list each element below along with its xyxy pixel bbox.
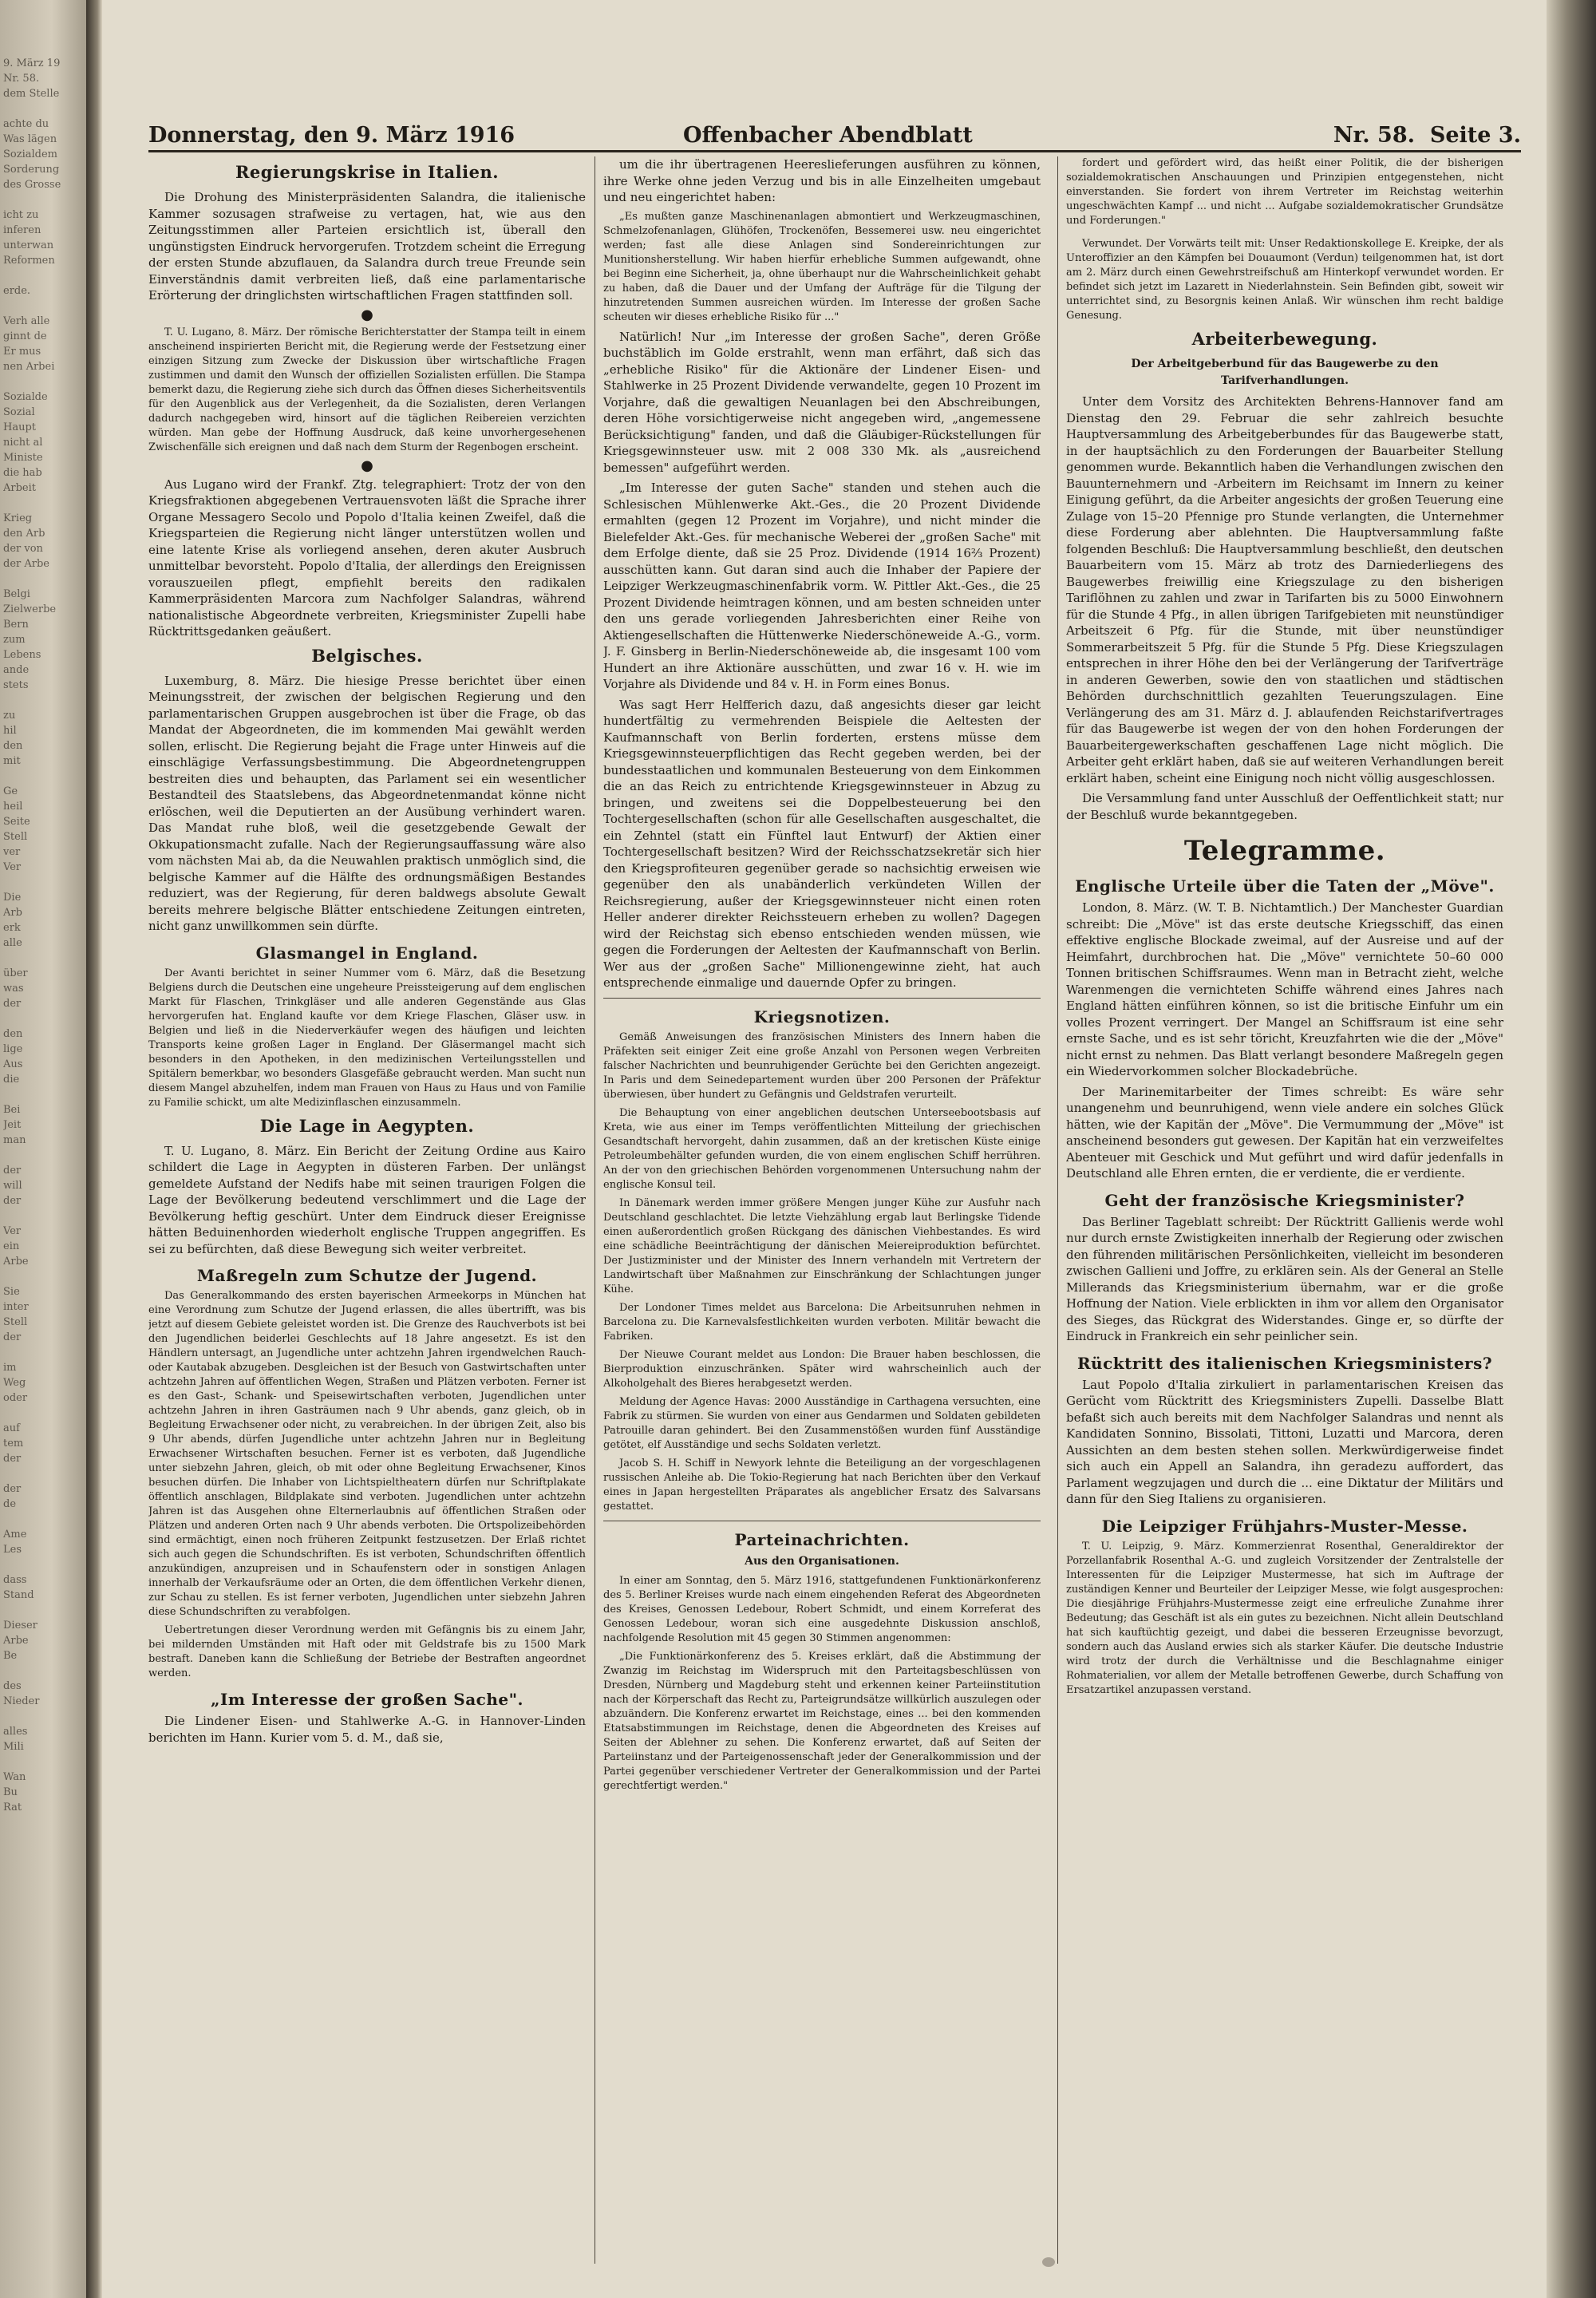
adjacent-page-line: den bbox=[3, 1028, 23, 1040]
article-paragraph: Der Marinemitarbeiter der Times schreibt: Es wäre sehr unangenehm und beunruhigend, wenn viele andere ein solches Glück hätten, wie der Kapitän der „Möve". Die Vermummung der „Möve" ist anscheinend besonders gut gewesen. Der Kapitän hat ein verzweifeltes Abenteuer mit Geschick und Mut geführt und wird dafür jedenfalls in Deutschland alle Ehren ernten, die er verdiente, die er verdiente. bbox=[1066, 1084, 1503, 1181]
article-paragraph: „Im Interesse der guten Sache" standen und stehen auch die Schlesischen Mühlenwerke Akt.-Ges., die 20 Prozent Dividende ermahlten (gegen 12 Prozent im Vorjahre), und nicht minder die Bielefelder Akt.-Ges. für mechanische Weberei der „großen Sache" mit dem Erfolge diente, daß sie 25 Proz. Dividende (1914 16⅔ Prozent) ausschütten kann. Gut daran sind auch die Inhaber der Papiere der Leipziger Werkzeugmaschinenfabrik vorm. W. Pittler Akt.-Ges., die 25 Prozent Dividende heimtragen können, und am besten schneiden unter den uns gerade vorliegenden Jahresberichten einer Reihe von Aktiengesellschaften die Hüttenwerke Niederschöneweide A.-G., vorm. J. F. Ginsberg in Berlin-Niederschöneweide ab, die insgesamt 100 vom Hundert an ihre Aktionäre ausschütten, und zwar 16 v. H. wie im Vorjahre als Dividende und 84 v. H. in Form eines Bonus. bbox=[603, 481, 1041, 691]
article-paragraph: um die ihr übertragenen Heereslieferungen ausführen zu können, ihre Werke ohne jeden Verzug und bis in alle Einzelheiten umgebaut und neu eingerichtet haben: bbox=[603, 157, 1041, 204]
header-date: Donnerstag, den 9. März 1916 bbox=[148, 123, 516, 148]
article-paragraph: Das Berliner Tageblatt schreibt: Der Rücktritt Gallienis werde wohl nur durch ernste Zwistigkeiten innerhalb der Regierung oder zwischen den führenden militärischen Persönlichkeiten, vielleicht im besonderen zwischen Gallieni und Joffre, zu erklären sein. Als der General an Stelle Millerands das Kriegsministerium übernahm, war er die große Hoffnung der Nation. Viele erblickten in ihm vor allem den Organisator des Sieges, das Rückgrat des Widerstandes. Ginge er, so dürfte der Eindruck in Frankreich ein sehr peinlicher sein. bbox=[1066, 1214, 1503, 1343]
adjacent-page-line: heil bbox=[3, 801, 23, 813]
adjacent-page-line: Jeit bbox=[3, 1119, 22, 1131]
adjacent-page-line: über bbox=[3, 967, 28, 979]
adjacent-page-line: Bern bbox=[3, 619, 29, 631]
article-paragraph: „Die Funktionärkonferenz des 5. Kreises erklärt, daß die Abstimmung der Zwanzig im Reichstag im Widerspruch mit den Parteitagsbeschlüssen von Dresden, Nürnberg und Magdeburg steht und erkennen keiner Parteiinstitution nach der Körperschaft das Recht zu, Parteigrundsätze willkürlich auszulegen oder abzuändern. Die Konferenz erwartet im Reichstage, eines ... bei den kommenden Etatsabstimmungen im Reichstage, denen die Abgeordneten des Kreises auf Seiten der Ablehner zu sehen. Die Konferenz erwartet, daß auf Seiten der Parteiinstanz und der Parteigenossenschaft jeder der Generalkommission und der Partei gegenüber verschiedener Vertreter der Generalkommission und der Partei gerechtfertigt werden." bbox=[603, 1651, 1041, 1792]
adjacent-page-line bbox=[3, 374, 80, 390]
adjacent-page-line: Sozialdem bbox=[3, 148, 57, 160]
adjacent-page-line: der bbox=[3, 1165, 22, 1177]
adjacent-page-line bbox=[3, 101, 80, 117]
article-paragraph: Aus Lugano wird der Frankf. Ztg. telegraphiert: Trotz der von den Kriegsfraktionen abgegebenen Vertrauensvoten läßt die Sprache ihrer Organe Messagero Secolo und Popolo d'Italia keinen Zweifel, daß die Kriegsparteien die Regierung nicht länger unterstützen wollen und eine latente Krise als vorliegend ansehen, deren akuter Ausbruch unmittelbar bevorsteht. Popolo d'Italia, der allerdings den Ereignissen vorauszueilen pflegt, empfiehlt bereits den radikalen Kammerpräsidenten Marcora zum Nachfolger Salandras, während nationalistische Abgeordnete verbreiten, Kriegsminister Zupelli habe Rücktrittsgedanken geäußert. bbox=[148, 477, 586, 639]
adjacent-page-line: Bei bbox=[3, 1104, 21, 1116]
adjacent-page-line: Sozialde bbox=[3, 391, 48, 403]
adjacent-page-line: man bbox=[3, 1134, 26, 1146]
column-1 bbox=[148, 156, 586, 2264]
article-paragraph: Gemäß Anweisungen des französischen Ministers des Innern haben die Präfekten seit einiger Zeit eine große Anzahl von Personen wegen Verbreiten falscher Nachrichten und beunruhigender Gerüchte bei den Gerichten angezeigt. In Paris und dem Seinedepartement wurden über 200 Personen der Präfektur überwiesen, über hundert zu Gefängnis und Geldstrafen verurteilt. bbox=[603, 1030, 1041, 1101]
article-paragraph: Die Behauptung von einer angeblichen deutschen Unterseebootsbasis auf Kreta, wie aus einer im Temps veröffentlichten Mitteilung der griechischen Gesandtschaft hervorgeht, dahin zusammen, daß an der kretischen Küste einige Petroleumbehälter gefunden wurden, die von einem englischen Schiff herrühren. An der von den griechischen Behörden vorgenommenen Untersuchung nahm der englische Konsul teil. bbox=[603, 1106, 1041, 1191]
subheadline-employers-federation: Der Arbeitgeberbund für das Baugewerbe zu den Tarifverhandlungen. bbox=[1131, 358, 1439, 387]
subheadline-organisations: Aus den Organisationen. bbox=[745, 1554, 899, 1568]
section-rule bbox=[603, 998, 1041, 999]
adjacent-page-line: Stand bbox=[3, 1589, 34, 1601]
headline-war-notes: Kriegsnotizen. bbox=[753, 1007, 891, 1026]
article-quote: „Es mußten ganze Maschinenanlagen abmontiert und Werkzeugmaschinen, Schmelzofenanlagen, Glühöfen, Trockenöfen, Bessemerei usw. neu eingerichtet werden; fast alle diese Anlagen sind Sondereinrichtungen zur Munitionsherstellung. Wir haben hierfür erhebliche Summen aufgewandt, ohne bei Beginn eine Sicherheit, ja, ohne überhaupt nur die Wahrscheinlichkeit gehabt zu haben, daß die Dauer und der Umfang der Aufträge für die Tilgung der hinzutretenden Summen ausreichen würden. Im Interesse der großen Sache scheuten wir dieses erhebliche Risiko für ..." bbox=[603, 210, 1041, 323]
header-page: Seite 3. bbox=[1429, 123, 1521, 148]
adjacent-page-line: Dieser bbox=[3, 1620, 38, 1632]
adjacent-page-line: der bbox=[3, 1453, 22, 1465]
adjacent-page-line: Sie bbox=[3, 1286, 20, 1298]
article-paragraph: Meldung der Agence Havas: 2000 Ausständige in Carthagena versuchten, eine Fabrik zu stürmen. Sie wurden von einer aus Gendarmen und Soldaten gebildeten Patrouille daran gehindert. Bei den Zusammenstößen wurden fünf Ausständige getötet, elf Ausständige und sechs Soldaten verletzt. bbox=[603, 1395, 1041, 1451]
article-paragraph: Was sagt Herr Helfferich dazu, daß angesichts dieser gar leicht hundertfältig zu vermehrenden Beispiele die Aeltesten der Kaufmannschaft von Berlin forderten, erstens müsse dem Kriegsgewinnsteuerpflichtigen das Recht gegeben werden, bei der bundesstaatlichen und kommunalen Besteuerung von dem Einkommen die an das Reich zu entrichtende Kriegsgewinnsteuer in Abzug zu bringen, und zweitens sei die Doppelbesteuerung bei den Tochtergesellschaften (schon für alle Gesellschaften ausgeschaltet, die ein Zehntel (statt ein Fünftel laut Entwurf) der Aktien einer Tochtergesellschaft besitzen? Wird der Reichsschatzsekretär sich hier den Kriegsprofiteuren gegenüber gerade so nachsichtig erweisen wie gegenüber den als unabänderlich verkündeten Willen der Reichsregierung, außer der Kriegsgewinnsteuer nicht einen roten Heller anderer direkter Reichssteuern erheben zu wollen? Dagegen wird der Reichstag sich ebenso entschieden wenden müssen, wie gegen die Forderungen der Aeltesten der Kaufmannschaft von Berlin. Wer aus der „großen Sache" Millionengewinne zieht, hat auch entsprechende einmalige und dauernde Opfer zu bringen. bbox=[603, 697, 1041, 990]
page-header bbox=[148, 118, 1521, 153]
adjacent-page-line bbox=[3, 1406, 80, 1421]
adjacent-page-line bbox=[3, 1754, 80, 1770]
adjacent-page-line: Arbeit bbox=[3, 482, 36, 494]
adjacent-page-line: 9. März 19 bbox=[3, 57, 61, 69]
adjacent-page-line: nen Arbei bbox=[3, 361, 55, 373]
adjacent-page-line: erk bbox=[3, 922, 21, 934]
article-paragraph: Unter dem Vorsitz des Architekten Behrens-Hannover fand am Dienstag den 29. Februar die sehr zahlreich besuchte Hauptversammlung des Arbeitgeberbundes für das Baugewerbe statt, in der hauptsächlich zu den Forderungen der Bauarbeiter Stellung genommen wurde. Bekanntlich haben die Verhandlungen zwischen den Bauunternehmern und -Arbeitern im Reichsamt im Innern zu keiner Einigung geführt, da die Arbeiter angesichts der großen Teuerung eine Zulage von 15–20 Pfennige pro Stunde verlangten, die Unternehmer diese Forderung aber ablehnten. Die Hauptversammlung faßte folgenden Beschluß: Die Hauptversammlung beschließt, den deutschen Bauarbeitern vom 15. März ab trotz des Darniederliegens des Baugewerbes freiwillig eine Kriegszulage zu den bisherigen Tariflöhnen zu zahlen und zwar in Tarifarten bis zu 5000 Einwohnern für die Stunde 4 Pfg., in allen übrigen Tarifgebieten mit neunstündiger Arbeitszeit 6 Pfg. für die Stunde, mit über neunstündiger Sommerarbeitszeit 5 Pfg. für die Stunde 5 Pfg. Diese Kriegszulagen entsprechen in ihrer Höhe den bei der Verlängerung der Tarifverträge in anderen Gewerben, sowie den von staatlichen und städtischen Behörden durchschnittlich gezahlten Teuerungszulagen. Eine Verlängerung des am 31. März d. J. ablaufenden Reichstarifvertrages für das Baugewerbe ist wegen der von den hohen Forderungen der Bauarbeitergewerkschaften geschaffenen Lage nicht möglich. Die Arbeiter geht erklärt haben, daß sie auf weiteren Verhandlungen bereit erklärt haben, scheint eine Einigung noch nicht völlig ausgeschlossen. bbox=[1066, 394, 1503, 785]
headline-labor-movement: Arbeiterbewegung. bbox=[1191, 329, 1378, 349]
adjacent-page-line: alle bbox=[3, 937, 22, 949]
adjacent-page-line: Stell bbox=[3, 1316, 28, 1328]
headline-party-news: Parteinachrichten. bbox=[734, 1529, 910, 1549]
header-issue-page bbox=[1333, 123, 1521, 148]
adjacent-page-line: inter bbox=[3, 1301, 29, 1313]
adjacent-page-line: achte du bbox=[3, 118, 49, 130]
adjacent-page-line bbox=[3, 1466, 80, 1481]
adjacent-page-line bbox=[3, 1603, 80, 1618]
adjacent-page-line: Belgi bbox=[3, 588, 30, 600]
adjacent-page-line bbox=[3, 769, 80, 784]
adjacent-page-line: Bu bbox=[3, 1786, 18, 1798]
adjacent-page-line bbox=[3, 572, 80, 587]
adjacent-page-line: Aus bbox=[3, 1058, 23, 1070]
adjacent-page-line bbox=[3, 1087, 80, 1102]
article-paragraph: Luxemburg, 8. März. Die hiesige Presse berichtet über einen Meinungsstreit, der zwischen der belgischen Regierung und den parlamentarischen Gruppen ausgebrochen ist über die Frage, ob das Mandat der Abgeordneten, die im kommenden Mai gewählt werden sollen, erlischt. Die Regierung bejaht die Frage unter Hinweis auf die einschlägige Verfassungsbestimmung. Die Abgeordnetengruppen bestreiten dies und behaupten, das Parlament sei ein wesentlicher Bestandteil des Staatslebens, das Abgeordnetenmandat könne nicht erlöschen, weil die Deputierten an der Ausübung verhindert waren. Das Mandat ruhe bloß, weil die gesetzgebende Gewalt der Okkupationsmacht zufalle. Nach der Regierungsauffassung wäre also vom nächsten Mai ab, da die Neuwahlen praktisch unmöglich sind, die belgische Kammer auf die Hälfte des ordnungsmäßigen Bestandes reduziert, was der Regierung, für deren baldwegs absolute Gewalt bereits mehrere belgische Blätter entschiedene Zeitungen eintreten, nicht ganz unwillkommen sein dürfte. bbox=[148, 673, 586, 933]
adjacent-page-line: Ame bbox=[3, 1529, 27, 1541]
headline-belgium: Belgisches. bbox=[311, 645, 423, 666]
article-paragraph: Die Drohung des Ministerpräsidenten Salandra, die italienische Kammer sozusagen strafweise zu vertagen, hat, wie aus den Zeitungsstimmen aller Parteien ersichtlich ist, überall den ungünstigsten Eindruck hervorgerufen. Trotzdem scheint die Erregung der ersten Stunde abzuflauen, da Salandra durch treue Freunde sein Einverständnis damit verbreiten ließ, daß eine parlamentarische Erörterung der dringlichsten wirtschaftlichen Fragen stattfinden soll. bbox=[148, 190, 586, 303]
article-paragraph: In Dänemark werden immer größere Mengen junger Kühe zur Ausfuhr nach Deutschland geschlachtet. Die letzte Viehzählung ergab laut Berlingske Tidende einen außerordentlich großen Rückgang des dänischen Viehbestandes. Es wird eine schädliche Beeinträchtigung der dänischen Meiereiproduktion befürchtet. Der Justizminister und der Minister des Innern verhandeln mit Vertretern der Landwirtschaft über Maßnahmen zur Einschränkung der Schlachtungen junger Kühe. bbox=[603, 1196, 1041, 1295]
adjacent-page-line: Sozial bbox=[3, 406, 35, 418]
headline-leipzig-fair: Die Leipziger Frühjahrs-Muster-Messe. bbox=[1101, 1516, 1468, 1536]
adjacent-page-line bbox=[3, 1208, 80, 1224]
adjacent-page-line: Arbe bbox=[3, 1635, 29, 1647]
article-paragraph: T. U. Lugano, 8. März. Der römische Berichterstatter der Stampa teilt in einem anscheinend inspirierten Bericht mit, die Regierung werde der Festsetzung einer einzigen Sitzung zum Zwecke der Diskussion über wirtschaftliche Fragen zustimmen und damit den Wunsch der offiziellen Sozialisten erfüllen. Die Stampa bemerkt dazu, die Regierung ziehe sich durch das Öffnen dieses Sicherheitsventils für den Augenblick aus der Verlegenheit, da die Sozialisten, deren Verlangen dadurch nachgegeben wird, hinsort auf die täglichen Reibereien verzichten würden. Man gebe der Hoffnung Ausdruck, daß keine unvorhergesehenen Zwischenfälle sich ereignen und daß nach dem Sturm der Regenbogen erscheint. bbox=[148, 326, 586, 453]
adjacent-page-line: Rat bbox=[3, 1802, 22, 1813]
adjacent-page-line bbox=[3, 1557, 80, 1572]
adjacent-page-line: dass bbox=[3, 1574, 27, 1586]
article-paragraph: Die Versammlung fand unter Ausschluß der Oeffentlichkeit statt; nur der Beschluß wurde bekanntgegeben. bbox=[1066, 791, 1503, 822]
adjacent-page-line: ginnt de bbox=[3, 330, 47, 342]
adjacent-page-line: inferen bbox=[3, 224, 41, 236]
adjacent-page-line: Was lägen bbox=[3, 133, 57, 145]
article-paragraph: Das Generalkommando des ersten bayerischen Armeekorps in München hat eine Verordnung zum Schutze der Jugend erlassen, die alles übertrifft, was bis jetzt auf diesem Gebiete geleistet worden ist. Die Grenze des Rauchverbots ist bei den Jugendlichen beiderlei Geschlechts auf 18 Jahre angesetzt. Es ist den Händlern untersagt, an Jugendliche unter achtzehn Jahren irgendwelchen Rauch- oder Kautabak abzugeben. Desgleichen ist der Besuch von Gastwirtschaften unter achtzehn Jahren auf öffentlichen Wegen, Straßen und Plätzen verboten. Ferner ist es den Gast-, Schank- und Speisewirtschaften verboten, Jugendlichen unter achtzehn Jahren in ihren Gasträumen nach 9 Uhr abends, ganz gleich, ob in Begleitung Erwachsener oder nicht, zu verabreichen. In der übrigen Zeit, also bis 9 Uhr abends, dürfen Jugendliche unter achtzehn Jahren nur in Begleitung Erwachsener Wirtschaften besuchen. Ferner ist es verboten, daß Jugendliche unter siebzehn Jahren, gleich, ob mit oder ohne Begleitung Erwachsener, Kinos besuchen dürfen. Die Inhaber von Lichtspieltheatern dürfen nur Schriftplakate öffentlich anschlagen, Bildplakate sind verboten. Jugendlichen unter achtzehn Jahren ist das Ausgehen ohne Elternerlaubnis auf öffentlichen Straßen oder Plätzen und anderen Orten nach 9 Uhr abends verboten. Die Ortspolizeibehörden sind ermächtigt, einen noch früheren Zeitpunkt festzusetzen. Der Erlaß richtet sich auch gegen die Schundschriften. Es ist verboten, Schundschriften öffentlich anzukündigen, anzupreisen und in Schaufenstern oder in sonstigen Anlagen innerhalb der Verkaufsräume oder an Orten, die dem öffentlichen Verkehr dienen, zur Schau zu stellen. Es ist ferner verboten, Jugendlichen unter siebzehn Jahren diese Schundschriften zu verabfolgen. bbox=[148, 1290, 586, 1618]
adjacent-page-line bbox=[3, 875, 80, 890]
adjacent-page-line: nicht al bbox=[3, 437, 43, 449]
adjacent-page-line: ver bbox=[3, 846, 21, 858]
article-paragraph: Laut Popolo d'Italia zirkuliert in parlamentarischen Kreisen das Gerücht vom Rücktritt des Kriegsministers Zupelli. Dasselbe Blatt befaßt sich auch bereits mit dem Nachfolger Salandras und nennt als Kandidaten Sonnino, Bissolati, Tittoni, Luzatti und Marcora, deren Aussichten an dem besten stehen sollen. Merkwürdigerweise findet sich auch ein Appell an Salandra, ihn geradezu auffordert, das Parlament wegzujagen und durch die ... eine Diktatur der Militärs und dann für den Sieg Italiens zu organisieren. bbox=[1066, 1377, 1503, 1506]
adjacent-page-line: Die bbox=[3, 892, 22, 904]
adjacent-page-line: der bbox=[3, 1331, 22, 1343]
article-paragraph: London, 8. März. (W. T. B. Nichtamtlich.) Der Manchester Guardian schreibt: Die „Möve" ist das erste deutsche Kriegsschiff, das einen effektive englische Blockade zweimal, auf der Ausreise und auf der Heimfahrt, durchbrochen hat. Die „Möve" vernichtete 50–60 000 Tonnen britischen Schiffsraumes. Wenn man in Betracht zieht, welche Warenmengen die vernichteten Schiffe während eines Jahres nach England hätten einführen können, so ist die britische Einfuhr um ein volles Prozent verringert. Der Mangel an Schiffsraum ist eine sehr ernste Sache, und es ist sehr töricht, Kreuzfahrten wie die der „Möve" nicht ernst zu nehmen. Das Blatt verlangt besondere Maßregeln gegen ein Wiedervorkommen solcher Blockadebrüche. bbox=[1066, 900, 1503, 1078]
headline-french-minister: Geht der französische Kriegsminister? bbox=[1104, 1190, 1465, 1210]
adjacent-page-line: Wan bbox=[3, 1771, 26, 1783]
adjacent-page-line: hil bbox=[3, 725, 17, 737]
adjacent-page-line: stets bbox=[3, 679, 29, 691]
adjacent-page-line bbox=[3, 1148, 80, 1163]
adjacent-page-line: Weg bbox=[3, 1377, 26, 1389]
adjacent-page-line: dem Stelle bbox=[3, 88, 60, 100]
adjacent-page-line: Arb bbox=[3, 907, 22, 919]
adjacent-page-line bbox=[3, 1512, 80, 1527]
adjacent-page-line: erde. bbox=[3, 285, 31, 297]
adjacent-page-line: Verh alle bbox=[3, 315, 50, 327]
adjacent-page-line: Stell bbox=[3, 831, 28, 843]
page-edge bbox=[1547, 0, 1596, 2298]
adjacent-page-line: Seite bbox=[3, 816, 30, 828]
adjacent-page-line: ein bbox=[3, 1240, 20, 1252]
adjacent-page-line: Nr. 58. bbox=[3, 73, 40, 85]
headline-moewe: Englische Urteile über die Taten der „Möve". bbox=[1075, 876, 1495, 896]
headline-great-cause: „Im Interesse der großen Sache". bbox=[210, 1690, 524, 1709]
adjacent-page-line: lige bbox=[3, 1043, 23, 1055]
adjacent-page-line: der bbox=[3, 1483, 22, 1495]
adjacent-page-strip bbox=[0, 0, 86, 2298]
separator-dot: ● bbox=[361, 457, 373, 474]
header-paper-name: Offenbacher Abendblatt bbox=[683, 123, 973, 148]
adjacent-page-line: Mili bbox=[3, 1741, 24, 1753]
adjacent-page-line: die bbox=[3, 1074, 20, 1086]
article-paragraph: Uebertretungen dieser Verordnung werden mit Gefängnis bis zu einem Jahr, bei mildernden Umständen mit Haft oder mit Geldstrafe bis zu 1500 Mark bestraft. Daneben kann die Schließung der Betriebe der Bestraften angeordnet werden. bbox=[148, 1624, 586, 1679]
article-paragraph: T. U. Leipzig, 9. März. Kommerzienrat Rosenthal, Generaldirektor der Porzellanfabrik Rosenthal A.-G. und zugleich Vorsitzender der Zentralstelle der Interessenten für die Leipziger Mustermesse, hat sich im Auftrage der zuständigen Kenner und Beurteiler der Leipziger Messe, wie folgt ausgesprochen: Die diesjährige Frühjahrs-Mustermesse zeigt eine erfreuliche Zunahme ihrer Bedeutung; das Geschäft ist als ein gutes zu bezeichnen. Nicht allein Deutschland hat sich kauftüchtig gezeigt, und dabei die besseren Erzeugnisse bevorzugt, sondern auch das Ausland erwies sich als starker Käufer. Die deutsche Industrie wird trotz der durch die Verhältnisse und die Beschlagnahme einiger Rohmaterialien, vor allem der Metalle betroffenen Gewerbe, durch Schaffung von Ersatzartikel anzupassen verstand. bbox=[1066, 1540, 1503, 1696]
newspaper-page bbox=[102, 0, 1547, 2298]
article-paragraph: Der Londoner Times meldet aus Barcelona: Die Arbeitsunruhen nehmen in Barcelona zu. Die Karnevalsfestlichkeiten wurden verboten. Militär bewacht die Fabriken. bbox=[603, 1301, 1041, 1343]
adjacent-page-line bbox=[3, 299, 80, 314]
adjacent-page-line: de bbox=[3, 1498, 17, 1510]
column-rule bbox=[1057, 156, 1058, 2264]
adjacent-page-line: tem bbox=[3, 1438, 24, 1450]
adjacent-page-line: im bbox=[3, 1362, 17, 1374]
article-paragraph: Die Lindener Eisen- und Stahlwerke A.-G. in Hannover-Linden berichten im Hann. Kurier vom 5. d. M., daß sie, bbox=[148, 1714, 586, 1745]
article-paragraph: Natürlich! Nur „im Interesse der großen Sache", deren Größe buchstäblich im Golde erstrahlt, wenn man erfährt, daß sich das „erhebliche Risiko" für die Aktionäre der Lindener Eisen- und Stahlwerke in 25 Prozent Dividende verwandelte, gegen 10 Prozent im Vorjahre, daß die gewaltigen Neuanlagen bei den Abschreibungen, deren Höhe vorsichtigerweise nicht angegeben wird, „angemessene Berücksichtigung" fanden, und daß die Gläubiger-Rückstellungen für Kriegsgewinnsteuer usw. mit 2 008 330 Mk. als „ausreichend bemessen" aufgeführt werden. bbox=[603, 329, 1041, 475]
column-3 bbox=[1066, 156, 1503, 2264]
adjacent-page-line: Haupt bbox=[3, 421, 37, 433]
article-paragraph: Jacob S. H. Schiff in Newyork lehnte die Beteiligung an der vorgeschlagenen russischen Anleihe ab. Die Tokio-Regierung hat nach Berichten über den Verkauf eines in Japan hergestellten Präparates als angeblicher Ersatz des Salvarsans gestattet. bbox=[603, 1457, 1041, 1513]
adjacent-page-line: alles bbox=[3, 1726, 28, 1738]
adjacent-page-line: Ministe bbox=[3, 452, 43, 464]
adjacent-page-text bbox=[3, 56, 80, 1815]
adjacent-page-line bbox=[3, 693, 80, 708]
header-issue: Nr. 58. bbox=[1333, 123, 1416, 148]
separator-dot: ● bbox=[361, 306, 373, 323]
header-rule bbox=[148, 150, 1521, 152]
adjacent-page-line: Be bbox=[3, 1650, 18, 1662]
column-2 bbox=[603, 156, 1041, 2264]
adjacent-page-line bbox=[3, 192, 80, 208]
adjacent-page-line: unterwan bbox=[3, 239, 54, 251]
adjacent-page-line bbox=[3, 1011, 80, 1026]
adjacent-page-line: des bbox=[3, 1680, 22, 1692]
adjacent-page-line: Reformen bbox=[3, 255, 55, 267]
headline-telegrams: Telegramme. bbox=[1183, 835, 1386, 867]
adjacent-page-line bbox=[3, 951, 80, 966]
article-paragraph: fordert und gefördert wird, das heißt einer Politik, die der bisherigen sozialdemokratischen Anschauungen und Prinzipien entgegenstehen, nicht einverstanden. Sie fordert von ihrem Vertreter im Reichstag weiterhin ungeschwächten Kampf ... und nicht ... Aufgabe sozialdemokratischer Grundsätze und Forderungen." bbox=[1066, 157, 1503, 227]
adjacent-page-line: Ge bbox=[3, 785, 18, 797]
adjacent-page-line bbox=[3, 1269, 80, 1284]
adjacent-page-line: mit bbox=[3, 755, 21, 767]
article-paragraph: In einer am Sonntag, den 5. März 1916, stattgefundenen Funktionärkonferenz des 5. Berliner Kreises wurde nach einem eingehenden Referat des Abgeordneten des Kreises, Genossen Ledebour, Robert Schmidt, und einem Korreferat des Genossen Ledebour, woran sich eine ausgedehnte Diskussion anschloß, nachfolgende Resolution mit 45 gegen 30 Stimmen angenommen: bbox=[603, 1575, 1041, 1644]
adjacent-page-line: die hab bbox=[3, 467, 42, 479]
article-paragraph: T. U. Lugano, 8. März. Ein Bericht der Zeitung Ordine aus Kairo schildert die Lage in Aegypten in düsteren Farben. Der unlängst gemeldete Aufstand der Nedifs habe mit seinen traurigen Folgen die Lage der Bevölkerung bedeutend verschlimmert und die Lage der Bevölkerung heftig geschürt. Unter dem Eindruck dieser Ereignisse hätten Beduinenhorden wiederholt englische Truppen angegriffen. Es sei zu befürchten, daß diese Bewegung sich weiter verbreitet. bbox=[148, 1143, 586, 1256]
article-paragraph: Verwundet. Der Vorwärts teilt mit: Unser Redaktionskollege E. Kreipke, der als Unteroffizier an den Kämpfen bei Douaumont (Verdun) teilgenommen hat, ist dort am 2. März durch einen Gewehrstreifschuß am Hinterkopf verwundet worden. Er befindet sich jetzt im Lazarett in Niederlahnstein. Sein Befinden gibt, soweit wir unterrichtet sind, zu Besorgnis keinen Anlaß. Wir wünschen ihm recht baldige Genesung. bbox=[1066, 238, 1503, 322]
article-paragraph: Der Nieuwe Courant meldet aus London: Die Brauer haben beschlossen, die Bierproduktion einzuschränken. Später wird wahrscheinlich auch der Alkoholgehalt des Bieres herabgesetzt werden. bbox=[603, 1348, 1041, 1390]
adjacent-page-line: Arbe bbox=[3, 1256, 29, 1268]
adjacent-page-line bbox=[3, 268, 80, 283]
headline-italy-crisis: Regierungskrise in Italien. bbox=[235, 162, 500, 182]
adjacent-page-line: Er mus bbox=[3, 346, 41, 358]
article-paragraph: Der Avanti berichtet in seiner Nummer vom 6. März, daß die Besetzung Belgiens durch die Deutschen eine ungeheure Preissteigerung auf dem englischen Markt für Flaschen, Trinkgläser und alle anderen Gegenstände aus Glas hervorgerufen hat. England kaufte vor dem Kriege Flaschen, Gläser usw. in Belgien und ließ in die Niederverkäufer wegen des häufigen und leichten Transports keine großen Lager in England. Der Gläsermangel macht sich besonders in den Apotheken, in den medizinischen Verteilungsstellen und Spitälern bemerkbar, wo besonders Glasgefäße gebraucht werden. Man sucht nun diesem Mangel abzuhelfen, indem man Frauen von Haus zu Haus und von Familie zu Familie schickt, um alte Medizinflaschen einzusammeln. bbox=[148, 967, 586, 1109]
adjacent-page-line: icht zu bbox=[3, 209, 39, 221]
adjacent-page-line: oder bbox=[3, 1392, 28, 1404]
adjacent-page-line: Lebens bbox=[3, 649, 41, 661]
adjacent-page-line bbox=[3, 496, 80, 511]
adjacent-page-line: des Grosse bbox=[3, 179, 61, 191]
adjacent-page-line: Sorderung bbox=[3, 164, 60, 176]
adjacent-page-line: der bbox=[3, 1195, 22, 1207]
adjacent-page-line: was bbox=[3, 983, 24, 995]
headline-italian-minister: Rücktritt des italienischen Kriegsministers? bbox=[1077, 1353, 1493, 1373]
adjacent-page-line: der von bbox=[3, 543, 43, 555]
adjacent-page-line: zum bbox=[3, 634, 26, 646]
adjacent-page-line: Nieder bbox=[3, 1695, 40, 1707]
binding-gutter bbox=[86, 0, 102, 2298]
adjacent-page-line: will bbox=[3, 1180, 22, 1192]
adjacent-page-line: den bbox=[3, 740, 23, 752]
adjacent-page-line: der Arbe bbox=[3, 558, 49, 570]
headline-glass-shortage: Glasmangel in England. bbox=[255, 943, 479, 963]
adjacent-page-line: ande bbox=[3, 664, 30, 676]
adjacent-page-line: Les bbox=[3, 1544, 22, 1556]
adjacent-page-line: Ver bbox=[3, 1225, 22, 1237]
adjacent-page-line: Krieg bbox=[3, 512, 33, 524]
ink-stain bbox=[1042, 2257, 1055, 2267]
adjacent-page-line: Zielwerbe bbox=[3, 603, 57, 615]
headline-egypt: Die Lage in Aegypten. bbox=[259, 1115, 475, 1136]
adjacent-page-line bbox=[3, 1709, 80, 1724]
adjacent-page-line: den Arb bbox=[3, 528, 45, 540]
adjacent-page-line: zu bbox=[3, 710, 16, 722]
headline-youth-protection: Maßregeln zum Schutze der Jugend. bbox=[196, 1266, 538, 1285]
adjacent-page-line bbox=[3, 1345, 80, 1360]
adjacent-page-line: der bbox=[3, 998, 22, 1010]
adjacent-page-line: Ver bbox=[3, 861, 22, 873]
adjacent-page-line bbox=[3, 1663, 80, 1679]
adjacent-page-line: auf bbox=[3, 1422, 20, 1434]
